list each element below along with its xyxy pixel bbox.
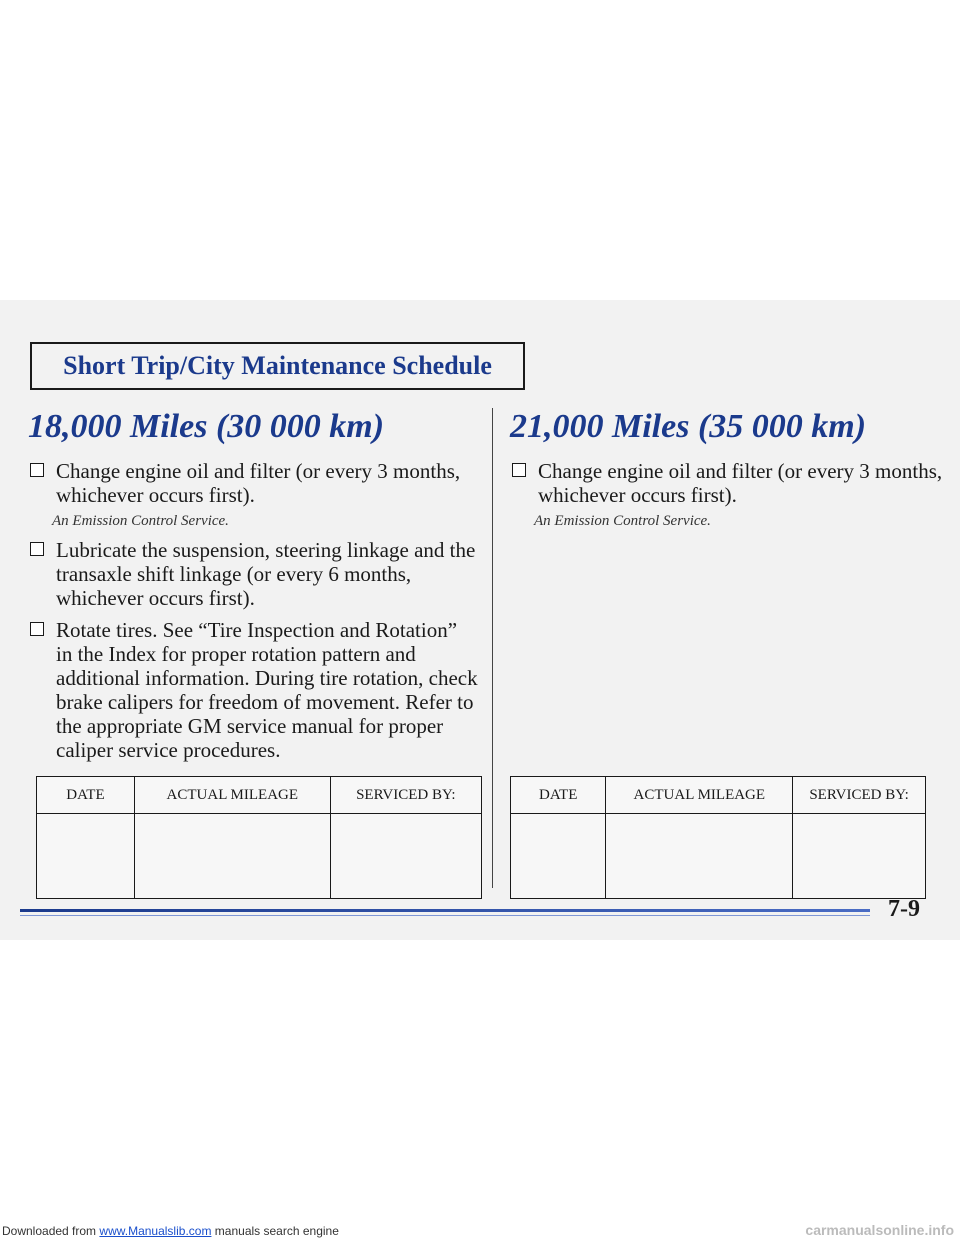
section-title: Short Trip/City Maintenance Schedule	[63, 351, 492, 380]
footer-rule	[20, 909, 870, 912]
emission-note: An Emission Control Service.	[534, 513, 711, 530]
left-column	[28, 408, 478, 768]
table-row	[511, 814, 926, 899]
service-record-table-left	[36, 776, 482, 899]
right-column	[510, 408, 950, 538]
left-item-oil	[28, 459, 478, 507]
page-number: 7-9	[888, 896, 920, 922]
date-cell[interactable]	[511, 814, 606, 899]
emission-note: An Emission Control Service.	[52, 513, 229, 530]
item-text: Change engine oil and filter (or every 3 months, whichever occurs first).	[56, 459, 461, 508]
serviced-by-cell[interactable]	[330, 814, 481, 899]
download-bar	[0, 1220, 960, 1242]
column-header-serviced-by: SERVICED BY:	[793, 777, 926, 814]
mileage-cell[interactable]	[606, 814, 793, 899]
column-header-serviced-by: SERVICED BY:	[330, 777, 481, 814]
checkbox-icon[interactable]	[30, 622, 44, 636]
column-header-mileage: ACTUAL MILEAGE	[606, 777, 793, 814]
date-cell[interactable]	[37, 814, 135, 899]
mileage-cell[interactable]	[134, 814, 330, 899]
column-header-date: DATE	[37, 777, 135, 814]
checkbox-icon[interactable]	[30, 542, 44, 556]
item-text: Change engine oil and filter (or every 3 months, whichever occurs first).	[538, 459, 943, 508]
right-item-oil	[510, 459, 950, 507]
column-header-date: DATE	[511, 777, 606, 814]
checkbox-icon[interactable]	[30, 463, 44, 477]
watermark: carmanualsonline.info	[805, 1222, 954, 1238]
manualslib-link[interactable]: www.Manualslib.com	[99, 1224, 212, 1238]
serviced-by-cell[interactable]	[793, 814, 926, 899]
right-mileage-heading: 21,000 Miles (35 000 km)	[510, 408, 867, 445]
download-suffix: manuals search engine	[214, 1224, 339, 1238]
left-item-rotate	[28, 618, 478, 762]
item-text: Lubricate the suspension, steering linkage and the transaxle shift linkage (or every 6 months, whichever occurs first).	[56, 538, 476, 611]
column-divider	[492, 408, 493, 888]
section-header	[30, 342, 525, 390]
footer-rule-thin	[20, 915, 870, 916]
download-notice	[2, 1224, 339, 1238]
service-record-table-right	[510, 776, 926, 899]
manual-page	[0, 300, 960, 940]
item-text: Rotate tires. See “Tire Inspection and Rotation” in the Index for proper rotation pattern and additional information. During tire rotation, check brake calipers for freedom of movement. Refer to the appropriate GM service manual for proper caliper service procedures.	[56, 618, 478, 763]
left-item-lubricate	[28, 538, 478, 610]
table-row	[37, 814, 482, 899]
column-header-mileage: ACTUAL MILEAGE	[134, 777, 330, 814]
left-mileage-heading: 18,000 Miles (30 000 km)	[28, 408, 385, 445]
checkbox-icon[interactable]	[512, 463, 526, 477]
download-prefix: Downloaded from	[2, 1224, 97, 1238]
